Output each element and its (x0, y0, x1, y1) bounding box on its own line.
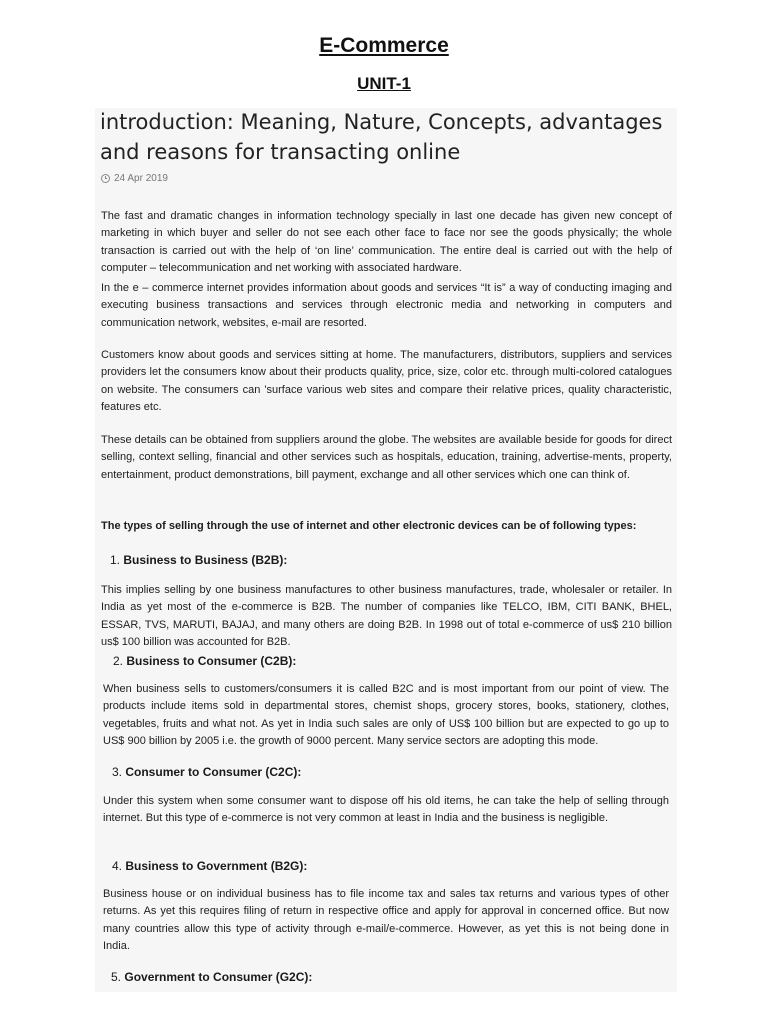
unit-title: UNIT-1 (357, 74, 411, 93)
type-heading-text: Consumer to Consumer (C2C): (125, 765, 302, 779)
type-body-b2g: Business house or on individual business has to file income tax and sales tax returns and various types of other returns. As yet this requires filing of return in respective office and apply for approval in concerned office. But now many countries allow this type of activity through e-mail/e-commerce. However, as yet this is not being done in India. (103, 888, 669, 952)
clock-icon (101, 174, 110, 183)
type-body-b2c: When business sells to customers/consumers it is called B2C and is most important from our point of view. The products include items sold in departmental stores, chemist shops, grocery stores, books, stationery, clothes, vegetables, fruits and what not. As yet in India such sales are only of US$ 100 billion but are expected to go up to US$ 900 billion by 2005 i.e. the growth of 9000 percent. Many service sectors are adopting this mode. (103, 683, 669, 747)
document-title: E-Commerce (319, 34, 449, 57)
article-date-text: 24 Apr 2019 (114, 173, 168, 184)
type-heading-b2c (113, 654, 296, 668)
type-heading-g2c (111, 970, 312, 984)
intro-paragraph: The fast and dramatic changes in information technology specially in last one decade has given new concept of marketing in which buyer and seller do not see each other face to face nor see the goods physically; the whole transaction is carried out with the help of ‘on line’ communication. The entire deal is carried out with the help of computer – telecommunication and net working with associated hardware. (101, 210, 672, 274)
intro-paragraph: Customers know about goods and services sitting at home. The manufacturers, distributors, suppliers and services providers let the consumers know about their products quality, price, size, color etc. through multi-colored catalogues on website. The consumers can 'surface various web sites and compare their relative prices, quality characteristic, features etc. (101, 349, 672, 413)
type-heading-text: Business to Consumer (C2B): (126, 654, 297, 668)
type-heading-b2b (110, 553, 287, 567)
type-heading-b2g (112, 859, 307, 873)
list-number: 1. (110, 553, 121, 567)
list-number: 3. (112, 765, 123, 779)
list-number: 5. (111, 970, 122, 984)
type-heading-text: Government to Consumer (G2C): (124, 970, 313, 984)
type-body-c2c: Under this system when some consumer want to dispose off his old items, he can take the help of selling through internet. But this type of e-commerce is not very common at least in India and the business is negligible. (103, 795, 669, 825)
list-number: 4. (112, 859, 123, 873)
type-heading-text: Business to Government (B2G): (125, 859, 308, 873)
type-heading-text: Business to Business (B2B): (123, 553, 288, 567)
intro-paragraph: These details can be obtained from suppliers around the globe. The websites are available beside for goods for direct selling, context selling, financial and other services such as hospitals, education, training, advertise-ments, property, entertainment, product demonstrations, bill payment, exchange and all other services which one can think of. (101, 434, 672, 481)
intro-paragraph: In the e – commerce internet provides information about goods and services “It is” a way of conducting imaging and executing business transactions and services through electronic media and networking in computers and communication network, websites, e-mail are resorted. (101, 282, 672, 329)
list-number: 2. (113, 654, 124, 668)
article-date (101, 173, 168, 184)
types-intro: The types of selling through the use of internet and other electronic devices can be of following types: (101, 520, 637, 532)
type-body-b2b: This implies selling by one business manufactures to other business manufactures, trade, wholesaler or retailer. In India as yet most of the e-commerce is B2B. The number of companies like TELCO, IBM, CITI BANK, BHEL, ESSAR, TVS, MARUTI, BAJAJ, and many others are doing B2B. In 1998 out of total e-commerce of us$ 210 billion us$ 100 billion was accounted for B2B. (101, 584, 672, 648)
article-heading: introduction: Meaning, Nature, Concepts, advantages and reasons for transacting online (100, 110, 663, 164)
type-heading-c2c (112, 765, 301, 779)
